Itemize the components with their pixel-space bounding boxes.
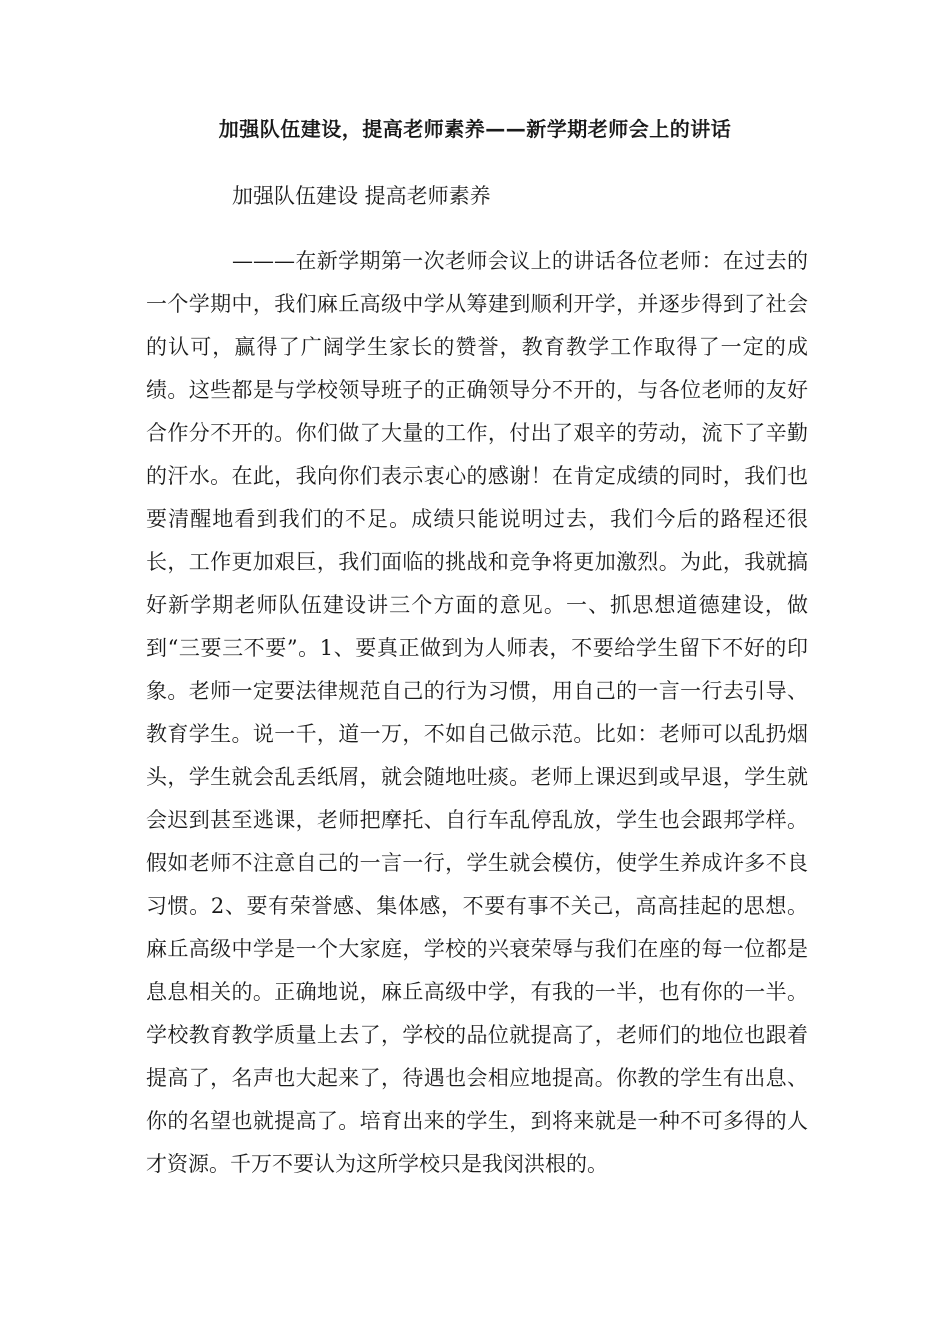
body-paragraph: ———在新学期第一次老师会议上的讲话各位老师：在过去的一个学期中，我们麻丘高级中学从筹建到顺利开学，并逐步得到了社会的认可，赢得了广阔学生家长的赞誉，教育教学工作取得了一定的成绩。这些都是与学校领导班子的正确领导分不开的，与各位老师的友好合作分不开的。你们做了大量的工作，付出了艰辛的劳动，流下了辛勤的汗水。在此，我向你们表示衷心的感谢！在肯定成绩的同时，我们也要清醒地看到我们的不足。成绩只能说明过去，我们今后的路程还很长，工作更加艰巨，我们面临的挑战和竞争将更加激烈。为此，我就搞好新学期老师队伍建设讲三个方面的意见。一、抓思想道德建设，做到“三要三不要”。1、要真正做到为人师表，不要给学生留下不好的印象。老师一定要法律规范自己的行为习惯，用自己的一言一行去引导、教育学生。说一千，道一万，不如自己做示范。比如：老师可以乱扔烟头，学生就会乱丢纸屑，就会随地吐痰。老师上课迟到或早退，学生就会迟到甚至逃课，老师把摩托、自行车乱停乱放，学生也会跟邦学样。假如老师不注意自己的一言一行，学生就会模仿，使学生养成许多不良习惯。2、要有荣誉感、集体感，不要有事不关己，高高挂起的思想。麻丘高级中学是一个大家庭，学校的兴衰荣辱与我们在座的每一位都是息息相关的。正确地说，麻丘高级中学，有我的一半，也有你的一半。学校教育教学质量上去了，学校的品位就提高了，老师们的地位也跟着提高了，名声也大起来了，待遇也会相应地提高。你教的学生有出息、你的名望也就提高了。培育出来的学生，到将来就是一种不可多得的人才资源。千万不要认为这所学校只是我闵洪根的。 xyxy=(146,249,808,1176)
document-subtitle: 加强队伍建设 提高老师素养 xyxy=(232,184,491,208)
document-title: 加强队伍建设，提高老师素养——新学期老师会上的讲话 xyxy=(218,117,732,141)
